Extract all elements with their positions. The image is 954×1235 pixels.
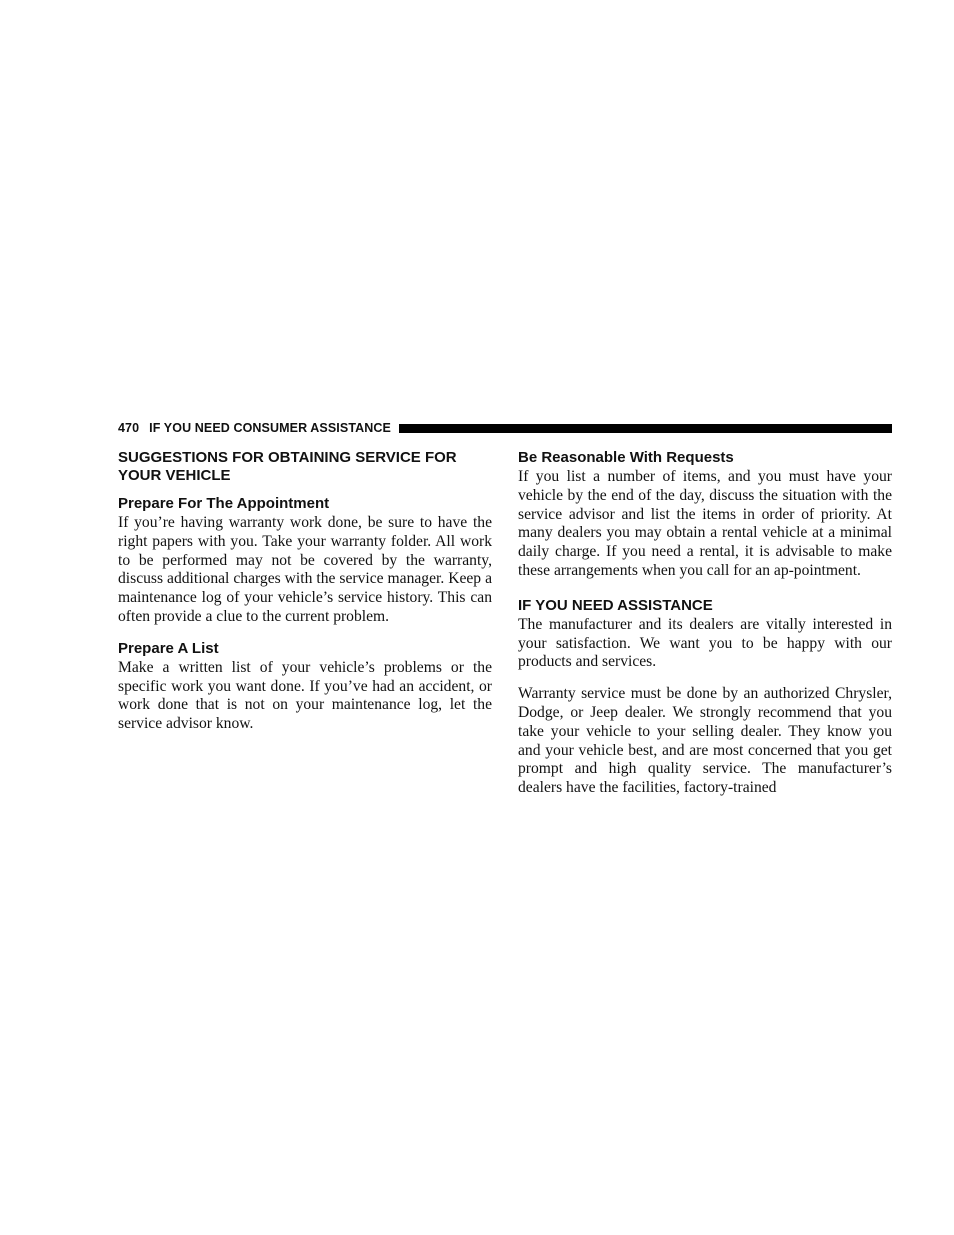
reasonable-requests-text: If you list a number of items, and you must have your vehicle by the end of the day, discuss the situation with the service advisor and list the items in order of priority. At many dealers you may obtain a rental vehicle at a minimal daily charge. If you need a rental, it is advisable to make these arrangements when you call for an ap-pointment. [518, 468, 892, 579]
left-column [118, 448, 492, 734]
reasonable-requests-heading: Be Reasonable With Requests [518, 449, 734, 466]
section-title: IF YOU NEED CONSUMER ASSISTANCE [149, 421, 391, 435]
need-assistance-heading: IF YOU NEED ASSISTANCE [518, 596, 713, 614]
need-assistance-paragraph-2: Warranty service must be done by an authorized Chrysler, Dodge, or Jeep dealer. We strongly recommend that you take your vehicle to your selling dealer. They know you and your vehicle best, and are most concerned that you get prompt and high quality service. The manufacturer’s dealers have the facilities, factory-trained [518, 685, 892, 797]
suggestions-heading: SUGGESTIONS FOR OBTAINING SERVICE FOR YOUR VEHICLE [118, 449, 457, 484]
prepare-appointment-text: If you’re having warranty work done, be sure to have the right papers with you. Take your warranty folder. All work to be performed may not be covered by the warranty, discuss additional charges with the service manager. Keep a maintenance log of your vehicle’s service history. This can often provide a clue to the current problem. [118, 514, 492, 625]
prepare-appointment-heading: Prepare For The Appointment [118, 495, 330, 512]
page-header [118, 419, 892, 437]
need-assistance-paragraph-1: The manufacturer and its dealers are vitally interested in your satisfaction. We want you to be happy with our products and services. [518, 615, 892, 671]
prepare-list-text: Make a written list of your vehicle’s problems or the specific work you want done. If you’ve had an accident, or work done that is not on your maintenance log, let the service advisor know. [118, 658, 492, 733]
right-column [518, 448, 892, 798]
header-rule [399, 424, 892, 433]
page-number: 470 [118, 421, 140, 435]
prepare-list-heading: Prepare A List [118, 639, 219, 657]
